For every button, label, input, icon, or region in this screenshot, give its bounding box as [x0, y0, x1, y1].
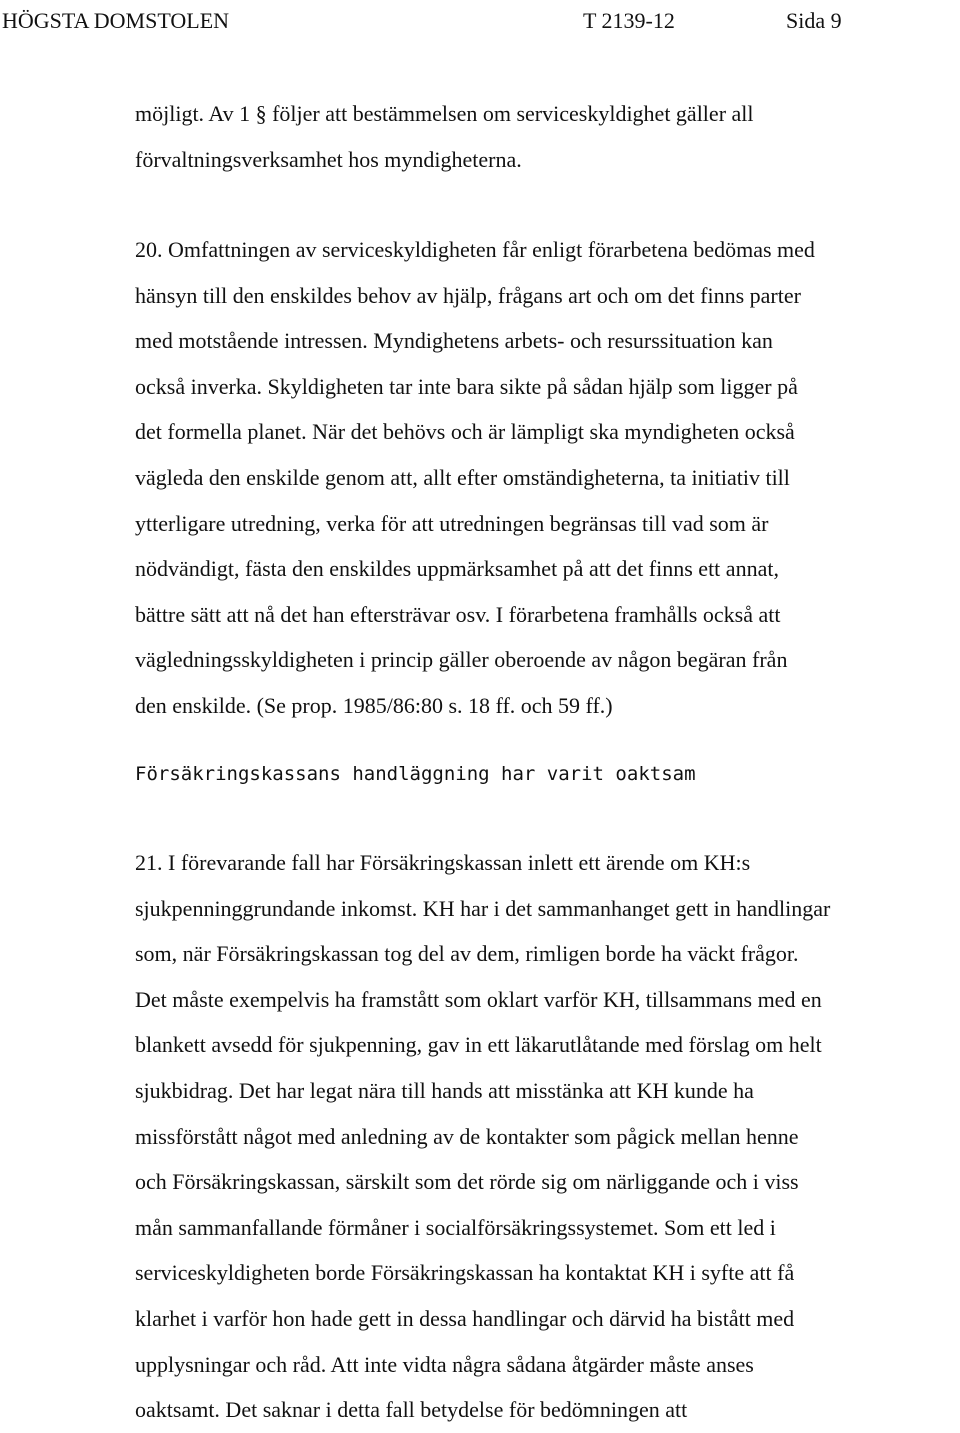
text-line: klarhet i varför hon hade gett in dessa handlingar och därvid ha bistått med — [135, 1305, 795, 1331]
text-line: missförstått något med anledning av de kontakter som pågick mellan henne — [135, 1123, 799, 1149]
section-heading: Försäkringskassans handläggning har varit oaktsam — [135, 763, 696, 785]
text-line: blankett avsedd för sjukpenning, gav in ett läkarutlåtande med förslag om helt — [135, 1032, 822, 1058]
text-line: också inverka. Skyldigheten tar inte bara sikte på sådan hjälp som ligger på — [135, 373, 798, 399]
text-line: bättre sätt att nå det han eftersträvar osv. I förarbetena framhålls också att — [135, 601, 781, 627]
text-line: förvaltningsverksamhet hos myndigheterna. — [135, 146, 522, 172]
text-line: vägledningsskyldigheten i princip gäller oberoende av någon begäran från — [135, 647, 788, 673]
text-line: nödvändigt, fästa den enskildes uppmärksamhet på att det finns ett annat, — [135, 556, 779, 582]
page-header — [0, 4, 960, 38]
paragraph-continuation — [135, 91, 960, 182]
case-number: T 2139-12 — [583, 8, 675, 33]
court-name: HÖGSTA DOMSTOLEN — [2, 8, 230, 33]
text-line: 21. I förevarande fall har Försäkringskassan inlett ett ärende om KH:s — [135, 850, 751, 875]
text-line: det formella planet. När det behövs och är lämpligt ska myndigheten också — [135, 419, 795, 445]
text-line: mån sammanfallande förmåner i socialförsäkringssystemet. Som ett led i — [135, 1214, 776, 1240]
text-line: Det måste exempelvis ha framstått som oklart varför KH, tillsammans med en — [135, 986, 822, 1012]
text-line: serviceskyldigheten borde Försäkringskassan ha kontaktat KH i syfte att få — [135, 1260, 795, 1286]
text-line: oaktsamt. Det saknar i detta fall betydelse för bedömningen att — [135, 1397, 688, 1423]
text-line: och Försäkringskassan, särskilt som det rörde sig om närliggande och i viss — [135, 1169, 799, 1195]
page-number: Sida 9 — [786, 8, 842, 33]
paragraph-20 — [135, 227, 960, 729]
text-line: möjligt. Av 1 § följer att bestämmelsen om serviceskyldighet gäller all — [135, 101, 754, 126]
text-line: med motstående intressen. Myndighetens arbets- och resurssituation kan — [135, 328, 773, 354]
paragraph-21 — [135, 840, 960, 1433]
text-line: som, när Försäkringskassan tog del av dem, rimligen borde ha väckt frågor. — [135, 941, 799, 967]
text-line: vägleda den enskilde genom att, allt efter omständigheterna, ta initiativ till — [135, 464, 790, 490]
text-line: 20. Omfattningen av serviceskyldigheten får enligt förarbetena bedömas med — [135, 237, 815, 262]
text-line: sjukbidrag. Det har legat nära till hands att misstänka att KH kunde ha — [135, 1077, 754, 1103]
text-line: hänsyn till den enskildes behov av hjälp, frågans art och om det finns parter — [135, 282, 801, 308]
text-line: upplysningar och råd. Att inte vidta några sådana åtgärder måste anses — [135, 1351, 754, 1377]
text-line: den enskilde. (Se prop. 1985/86:80 s. 18 ff. och 59 ff.) — [135, 692, 613, 718]
text-line: sjukpenninggrundande inkomst. KH har i det sammanhanget gett in handlingar — [135, 895, 831, 921]
text-line: ytterligare utredning, verka för att utredningen begränsas till vad som är — [135, 510, 769, 536]
